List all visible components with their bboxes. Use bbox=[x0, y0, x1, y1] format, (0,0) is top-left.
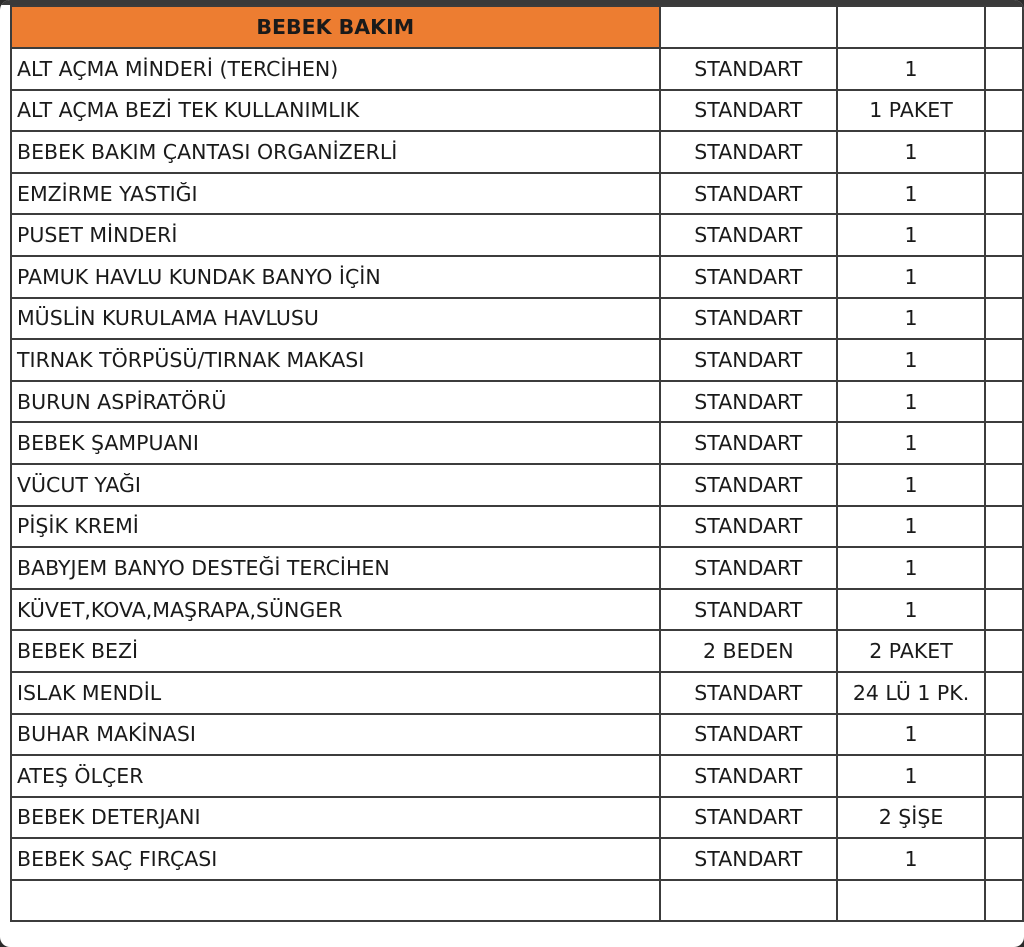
item-quantity-cell[interactable]: 1 PAKET bbox=[837, 90, 985, 132]
table-row bbox=[11, 506, 1023, 548]
item-quantity-cell[interactable]: 1 bbox=[837, 214, 985, 256]
header-qty-cell[interactable] bbox=[837, 6, 985, 48]
extra-column-cell[interactable] bbox=[985, 589, 1023, 631]
extra-column-cell[interactable] bbox=[985, 6, 1023, 48]
table-row bbox=[11, 589, 1023, 631]
item-size-cell[interactable]: STANDART bbox=[660, 173, 838, 215]
item-size-cell[interactable]: STANDART bbox=[660, 422, 838, 464]
extra-column-cell[interactable] bbox=[985, 672, 1023, 714]
item-size-cell[interactable]: STANDART bbox=[660, 464, 838, 506]
item-name-cell[interactable]: BEBEK SAÇ FIRÇASI bbox=[11, 838, 660, 880]
item-quantity-cell[interactable]: 1 bbox=[837, 381, 985, 423]
item-quantity-cell[interactable] bbox=[837, 880, 985, 922]
item-name-cell[interactable]: ALT AÇMA MİNDERİ (TERCİHEN) bbox=[11, 48, 660, 90]
item-size-cell[interactable]: STANDART bbox=[660, 672, 838, 714]
item-size-cell[interactable]: STANDART bbox=[660, 381, 838, 423]
item-quantity-cell[interactable]: 1 bbox=[837, 422, 985, 464]
extra-column-cell[interactable] bbox=[985, 422, 1023, 464]
item-name-cell[interactable]: BEBEK BEZİ bbox=[11, 630, 660, 672]
item-size-cell[interactable]: STANDART bbox=[660, 755, 838, 797]
table-row bbox=[11, 838, 1023, 880]
item-name-cell[interactable]: ATEŞ ÖLÇER bbox=[11, 755, 660, 797]
item-quantity-cell[interactable]: 1 bbox=[837, 48, 985, 90]
item-name-cell[interactable]: PUSET MİNDERİ bbox=[11, 214, 660, 256]
table-row bbox=[11, 339, 1023, 381]
extra-column-cell[interactable] bbox=[985, 339, 1023, 381]
extra-column-cell[interactable] bbox=[985, 755, 1023, 797]
item-name-cell[interactable]: KÜVET,KOVA,MAŞRAPA,SÜNGER bbox=[11, 589, 660, 631]
item-name-cell[interactable]: ALT AÇMA BEZİ TEK KULLANIMLIK bbox=[11, 90, 660, 132]
item-quantity-cell[interactable]: 1 bbox=[837, 298, 985, 340]
extra-column-cell[interactable] bbox=[985, 547, 1023, 589]
baby-care-table bbox=[10, 5, 1024, 922]
extra-column-cell[interactable] bbox=[985, 630, 1023, 672]
item-size-cell[interactable]: STANDART bbox=[660, 797, 838, 839]
extra-column-cell[interactable] bbox=[985, 880, 1023, 922]
item-name-cell[interactable]: EMZİRME YASTIĞI bbox=[11, 173, 660, 215]
item-quantity-cell[interactable]: 1 bbox=[837, 838, 985, 880]
item-size-cell[interactable]: STANDART bbox=[660, 48, 838, 90]
extra-column-cell[interactable] bbox=[985, 298, 1023, 340]
table-row bbox=[11, 422, 1023, 464]
item-size-cell[interactable]: STANDART bbox=[660, 298, 838, 340]
item-name-cell[interactable]: BURUN ASPİRATÖRÜ bbox=[11, 381, 660, 423]
header-size-cell[interactable] bbox=[660, 6, 838, 48]
item-quantity-cell[interactable]: 2 ŞİŞE bbox=[837, 797, 985, 839]
item-name-cell[interactable]: PİŞİK KREMİ bbox=[11, 506, 660, 548]
header-title-cell[interactable]: BEBEK BAKIM bbox=[11, 6, 660, 48]
extra-column-cell[interactable] bbox=[985, 714, 1023, 756]
item-quantity-cell[interactable]: 1 bbox=[837, 131, 985, 173]
table-row bbox=[11, 880, 1023, 922]
item-quantity-cell[interactable]: 1 bbox=[837, 506, 985, 548]
item-size-cell[interactable]: STANDART bbox=[660, 214, 838, 256]
item-quantity-cell[interactable]: 1 bbox=[837, 173, 985, 215]
table-row bbox=[11, 672, 1023, 714]
item-quantity-cell[interactable]: 24 LÜ 1 PK. bbox=[837, 672, 985, 714]
item-size-cell[interactable]: 2 BEDEN bbox=[660, 630, 838, 672]
item-size-cell[interactable]: STANDART bbox=[660, 90, 838, 132]
item-size-cell[interactable]: STANDART bbox=[660, 838, 838, 880]
item-name-cell[interactable] bbox=[11, 880, 660, 922]
extra-column-cell[interactable] bbox=[985, 48, 1023, 90]
item-quantity-cell[interactable]: 1 bbox=[837, 464, 985, 506]
item-name-cell[interactable]: BEBEK ŞAMPUANI bbox=[11, 422, 660, 464]
item-size-cell[interactable]: STANDART bbox=[660, 589, 838, 631]
table-row bbox=[11, 298, 1023, 340]
item-name-cell[interactable]: MÜSLİN KURULAMA HAVLUSU bbox=[11, 298, 660, 340]
table-row bbox=[11, 547, 1023, 589]
item-size-cell[interactable] bbox=[660, 880, 838, 922]
table-row bbox=[11, 464, 1023, 506]
item-quantity-cell[interactable]: 1 bbox=[837, 256, 985, 298]
item-size-cell[interactable]: STANDART bbox=[660, 131, 838, 173]
item-quantity-cell[interactable]: 1 bbox=[837, 589, 985, 631]
table-row bbox=[11, 755, 1023, 797]
table-row bbox=[11, 714, 1023, 756]
extra-column-cell[interactable] bbox=[985, 797, 1023, 839]
item-size-cell[interactable]: STANDART bbox=[660, 339, 838, 381]
header-row bbox=[11, 6, 1023, 48]
item-quantity-cell[interactable]: 1 bbox=[837, 755, 985, 797]
item-name-cell[interactable]: PAMUK HAVLU KUNDAK BANYO İÇİN bbox=[11, 256, 660, 298]
table-row bbox=[11, 214, 1023, 256]
item-name-cell[interactable]: TIRNAK TÖRPÜSÜ/TIRNAK MAKASI bbox=[11, 339, 660, 381]
table-row bbox=[11, 630, 1023, 672]
extra-column-cell[interactable] bbox=[985, 506, 1023, 548]
table-row bbox=[11, 131, 1023, 173]
item-quantity-cell[interactable]: 1 bbox=[837, 714, 985, 756]
item-quantity-cell[interactable]: 2 PAKET bbox=[837, 630, 985, 672]
item-size-cell[interactable]: STANDART bbox=[660, 714, 838, 756]
extra-column-cell[interactable] bbox=[985, 90, 1023, 132]
extra-column-cell[interactable] bbox=[985, 214, 1023, 256]
extra-column-cell[interactable] bbox=[985, 131, 1023, 173]
item-name-cell[interactable]: BABYJEM BANYO DESTEĞİ TERCİHEN bbox=[11, 547, 660, 589]
item-name-cell[interactable]: BEBEK DETERJANI bbox=[11, 797, 660, 839]
table-row bbox=[11, 256, 1023, 298]
extra-column-cell[interactable] bbox=[985, 173, 1023, 215]
item-quantity-cell[interactable]: 1 bbox=[837, 547, 985, 589]
item-size-cell[interactable]: STANDART bbox=[660, 547, 838, 589]
extra-column-cell[interactable] bbox=[985, 464, 1023, 506]
extra-column-cell[interactable] bbox=[985, 838, 1023, 880]
item-size-cell[interactable]: STANDART bbox=[660, 256, 838, 298]
item-size-cell[interactable]: STANDART bbox=[660, 506, 838, 548]
table-row bbox=[11, 48, 1023, 90]
extra-column-cell[interactable] bbox=[985, 381, 1023, 423]
item-name-cell[interactable]: BEBEK BAKIM ÇANTASI ORGANİZERLİ bbox=[11, 131, 660, 173]
table-row bbox=[11, 797, 1023, 839]
item-name-cell[interactable]: VÜCUT YAĞI bbox=[11, 464, 660, 506]
item-name-cell[interactable]: BUHAR MAKİNASI bbox=[11, 714, 660, 756]
table-row bbox=[11, 90, 1023, 132]
extra-column-cell[interactable] bbox=[985, 256, 1023, 298]
item-name-cell[interactable]: ISLAK MENDİL bbox=[11, 672, 660, 714]
table-row bbox=[11, 381, 1023, 423]
item-quantity-cell[interactable]: 1 bbox=[837, 339, 985, 381]
table-row bbox=[11, 173, 1023, 215]
